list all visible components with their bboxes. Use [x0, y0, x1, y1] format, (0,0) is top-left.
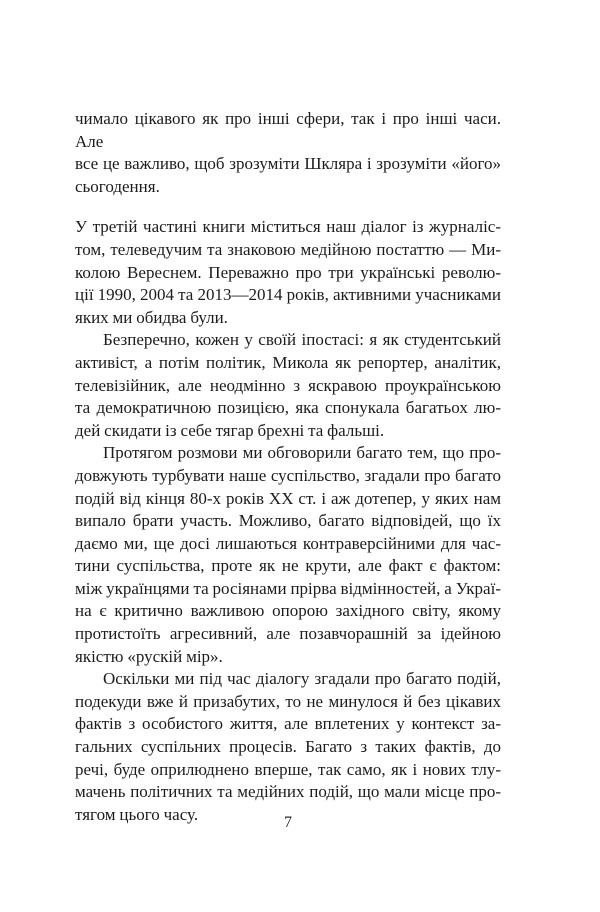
text-line: чимало цікавого як про інші сфери, так і про інші часи. Але	[75, 109, 501, 151]
text-line: Протягом розмови ми обговорили багато тем, що про-	[103, 443, 501, 463]
text-line: яких ми обидва були.	[75, 307, 228, 327]
text-line: Безперечно, кожен у своїй іпостасі: я як студентський	[103, 330, 501, 350]
paragraph	[75, 329, 501, 442]
text-line: якістю «рускій мір».	[75, 646, 223, 666]
text-line: гальних суспільних процесів. Багато з таких фактів, до	[75, 737, 501, 757]
text-line: фактів з особистого життя, але вплетених у контекст за-	[75, 714, 501, 734]
text-line: випало брати участь. Можливо, багато відповідей, що їх	[75, 511, 501, 531]
text-line: телевізійник, але неодмінно з яскравою проукраїнською	[75, 375, 501, 395]
text-line: У третій частині книги міститься наш діалог із журналіс-	[75, 217, 501, 237]
page-text	[75, 108, 501, 826]
text-line: дей скидати із себе тягар брехні та фальші.	[75, 420, 385, 440]
paragraph	[75, 108, 501, 198]
text-line: все це важливо, щоб зрозуміти Шкляра і зрозуміти «його»	[75, 154, 501, 174]
text-line: подій від кінця 80-х років ХХ ст. і аж дотепер, у яких нам	[75, 488, 501, 508]
text-line: активіст, а потім політик, Микола як репортер, аналітик,	[75, 352, 501, 372]
text-line: ції 1990, 2004 та 2013—2014 років, активними учасниками	[75, 285, 501, 305]
page-number: 7	[284, 814, 292, 831]
text-line: на є критично важливою опорою західного світу, якому	[75, 601, 501, 621]
text-line: речі, буде оприлюднено вперше, так само, як і нових тлу-	[75, 759, 501, 779]
text-line: Оскільки ми під час діалогу згадали про багато подій,	[103, 669, 501, 689]
text-line: мачень політичних та медійних подій, що мали місце про-	[75, 782, 501, 802]
paragraph	[75, 442, 501, 668]
paragraph	[75, 668, 501, 826]
text-line: подекуди вже й призабутих, то не минулося й без цікавих	[75, 691, 501, 711]
text-line: довжують турбувати наше суспільство, згадали про багато	[75, 465, 501, 485]
text-line: даємо ми, ще досі лишаються контраверсійними для час-	[75, 533, 501, 553]
text-line: колою Вереснем. Переважно про три українські револю-	[75, 262, 501, 282]
text-line: тягом цього часу.	[75, 804, 199, 824]
text-line: протистоїть агресивний, але позавчорашній за ідейною	[75, 624, 501, 644]
text-line: та демократичною позицією, яка спонукала багатьох лю-	[75, 398, 501, 418]
text-line: між українцями та росіянами прірва відмінностей, а Украї-	[75, 578, 501, 598]
text-line: тини суспільства, проте як не крути, але факт є фактом:	[75, 556, 501, 576]
text-line: том, телеведучим та знаковою медійною постаттю — Ми-	[75, 239, 501, 259]
paragraph	[75, 216, 501, 329]
text-line: сьогодення.	[75, 176, 160, 196]
